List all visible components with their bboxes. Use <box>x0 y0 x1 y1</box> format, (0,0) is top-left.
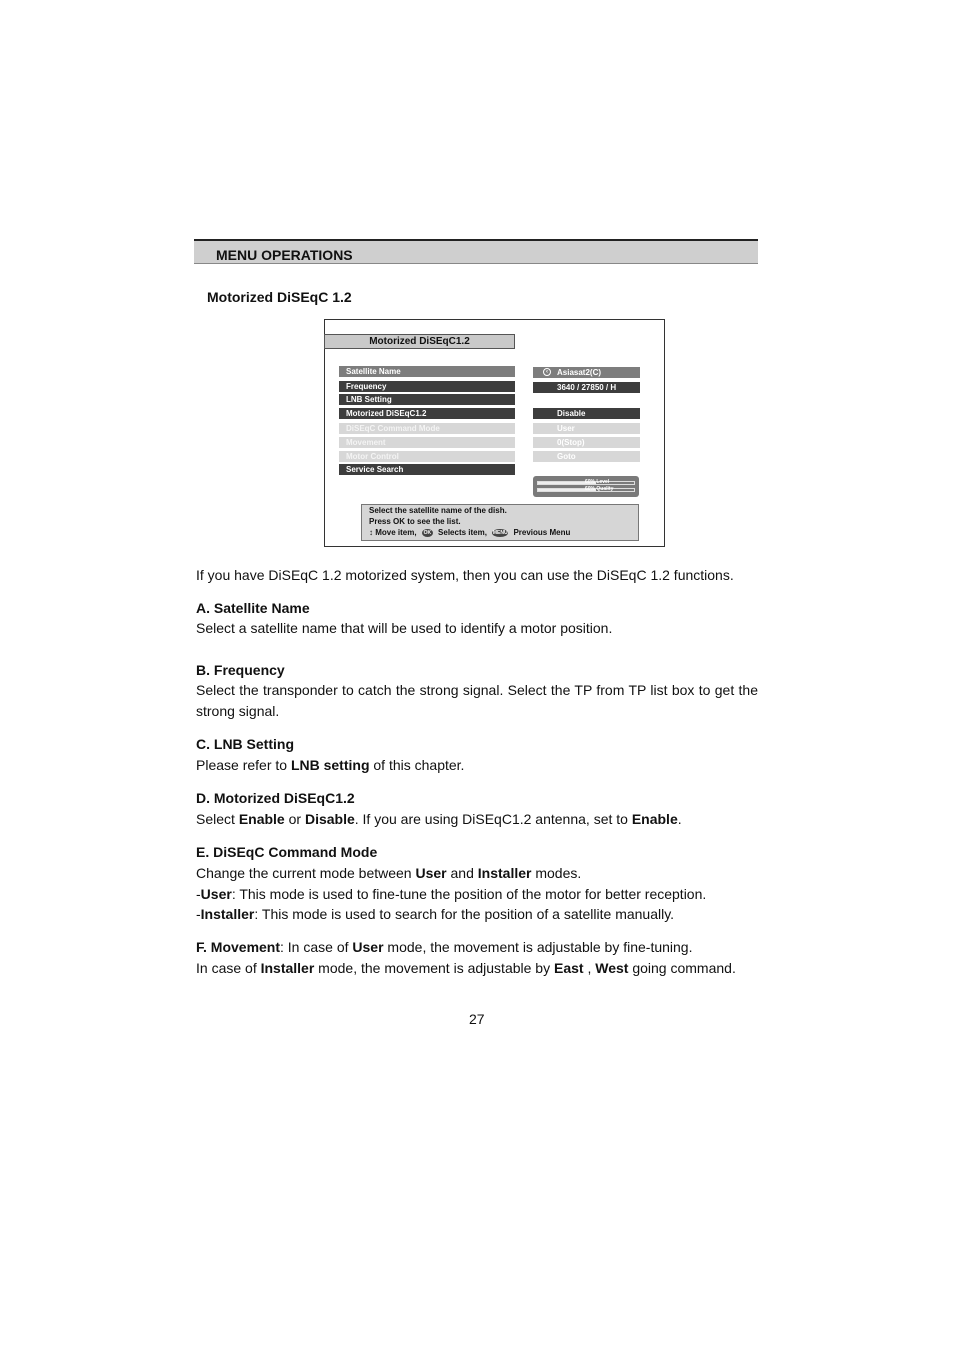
value-movement[interactable]: 0(Stop) <box>533 437 640 448</box>
heading-satellite-name: A. Satellite Name <box>196 600 310 616</box>
ok-button-icon: OK <box>423 529 432 536</box>
text-fragment: - <box>196 906 201 922</box>
text-fragment: . If you are using DiSEqC1.2 antenna, set to <box>354 811 632 827</box>
bold-fragment: Installer <box>200 906 255 922</box>
signal-meter <box>533 476 639 497</box>
text-fragment: of this chapter. <box>369 757 465 773</box>
value-satellite-text: Asiasat2(C) <box>557 368 602 377</box>
text-fragment: going command. <box>628 959 736 976</box>
help-box <box>361 504 639 541</box>
text-fragment: , <box>583 959 596 976</box>
menu-item-command-mode[interactable]: DiSEqC Command Mode <box>339 423 515 434</box>
installer-mode-line <box>196 904 758 925</box>
value-command-mode[interactable]: User <box>533 423 640 434</box>
text-frequency: Select the transponder to catch the strong signal. Select the TP from TP list box to get the strong signal. <box>196 682 758 719</box>
text-fragment: mode, the movement is adjustable by fine-tuning. <box>383 939 693 955</box>
text-satellite-name: Select a satellite name that will be used to identify a motor position. <box>196 620 613 636</box>
section-header-bar <box>194 239 758 264</box>
menu-item-satellite-name[interactable]: Satellite Name <box>339 366 515 377</box>
text-movement <box>196 937 758 978</box>
bold-fragment: West <box>595 959 629 976</box>
menu-item-lnb-setting[interactable]: LNB Setting <box>339 394 515 405</box>
value-frequency[interactable]: 3640 / 27850 / H <box>533 382 640 393</box>
arrow-left-icon: ‹ <box>543 368 551 376</box>
movement-line-1 <box>196 937 758 958</box>
help-previous: Previous Menu <box>513 528 571 537</box>
menu-item-motor-control[interactable]: Motor Control <box>339 451 515 462</box>
heading-movement: F. Movement <box>196 939 281 955</box>
bold-fragment: Enable <box>238 811 285 827</box>
value-motor-control[interactable]: Goto <box>533 451 640 462</box>
text-command-mode <box>196 863 758 925</box>
menu-item-movement[interactable]: Movement <box>339 437 515 448</box>
text-fragment: mode, the movement is adjustable by <box>314 959 554 976</box>
help-move: Move item, <box>375 528 417 537</box>
signal-quality-label: 60% Quality <box>585 486 614 492</box>
page-subtitle: Motorized DiSEqC 1.2 <box>207 289 352 305</box>
text-fragment: or <box>284 811 305 827</box>
text-fragment: - <box>196 885 201 902</box>
command-mode-line <box>196 863 758 884</box>
section-title: MENU OPERATIONS <box>216 247 353 263</box>
bold-fragment: East <box>553 959 584 976</box>
heading-frequency: B. Frequency <box>196 662 285 678</box>
menu-item-service-search[interactable]: Service Search <box>339 464 515 475</box>
bold-fragment: Installer <box>477 865 532 881</box>
menu-screenshot <box>324 319 665 547</box>
value-satellite[interactable] <box>533 367 640 378</box>
signal-level-label: 60% Level <box>585 479 610 485</box>
value-motorized[interactable]: Disable <box>533 408 640 419</box>
bold-fragment: User <box>415 865 447 881</box>
help-line-2: Press OK to see the list. <box>369 517 461 526</box>
help-selects: Selects item, <box>438 528 487 537</box>
text-fragment: Change the current mode between <box>196 865 416 881</box>
text-fragment: : In case of <box>280 939 353 955</box>
bold-fragment: User <box>352 939 384 955</box>
text-lnb-setting <box>196 755 758 776</box>
text-motorized <box>196 809 758 830</box>
bold-fragment: Enable <box>631 811 678 827</box>
menu-item-motorized[interactable]: Motorized DiSEqC1.2 <box>339 408 515 419</box>
text-fragment: and <box>446 865 478 881</box>
heading-lnb-setting: C. LNB Setting <box>196 736 294 752</box>
screen-title: Motorized DiSEqC1.2 <box>324 334 515 349</box>
text-fragment: Select <box>196 811 239 827</box>
movement-line-2 <box>196 958 758 979</box>
menu-item-frequency[interactable]: Frequency <box>339 381 515 392</box>
text-fragment: . <box>677 811 682 827</box>
text-fragment: Please refer to <box>196 757 291 773</box>
heading-motorized: D. Motorized DiSEqC1.2 <box>196 790 355 806</box>
bold-fragment: LNB setting <box>290 757 370 773</box>
menu-button-icon: MENU <box>492 529 508 536</box>
bold-fragment: Disable <box>304 811 355 827</box>
text-fragment: In case of <box>196 959 261 976</box>
page-number: 27 <box>469 1011 485 1027</box>
text-fragment: : This mode is used to fine-tune the position of the motor for better reception. <box>231 885 707 902</box>
up-down-arrow-icon: ↕ <box>369 528 373 537</box>
help-line-3 <box>369 528 570 537</box>
user-mode-line <box>196 884 758 905</box>
text-fragment: : This mode is used to search for the position of a satellite manually. <box>254 906 675 922</box>
bold-fragment: Installer <box>260 959 315 976</box>
bold-fragment: User <box>200 885 232 902</box>
text-fragment: modes. <box>531 865 582 881</box>
heading-command-mode: E. DiSEqC Command Mode <box>196 844 378 860</box>
intro-paragraph: If you have DiSEqC 1.2 motorized system, then you can use the DiSEqC 1.2 functions. <box>196 567 734 583</box>
help-line-1: Select the satellite name of the dish. <box>369 506 507 515</box>
